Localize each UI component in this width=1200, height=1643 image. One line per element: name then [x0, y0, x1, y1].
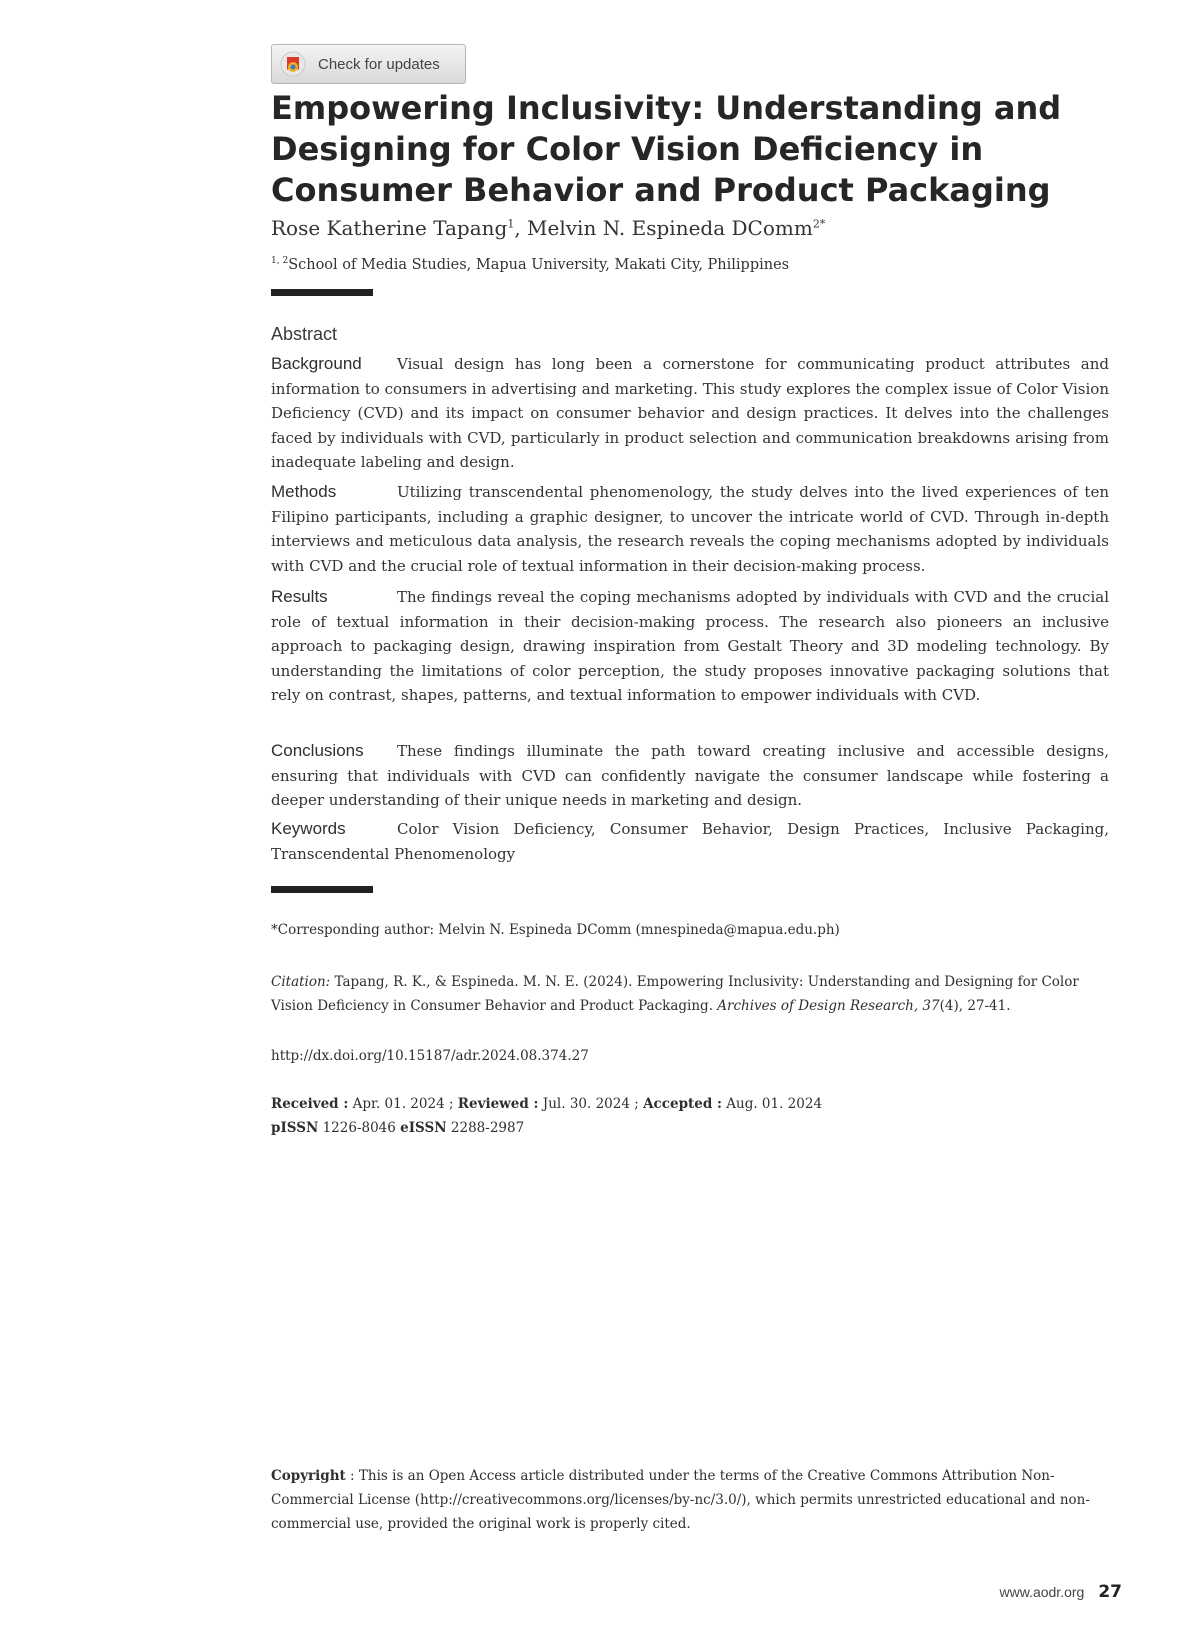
citation-journal: Archives of Design Research,	[717, 998, 919, 1014]
author-affil-sup: 1	[507, 217, 515, 231]
abstract-label: Results	[271, 587, 328, 606]
abstract-methods	[271, 480, 1109, 578]
paper-title: Empowering Inclusivity: Understanding and Designing for Color Vision Deficiency in Consumer Behavior and Product Packaging	[271, 89, 1062, 209]
copyright-label: Copyright	[271, 1468, 346, 1484]
pissn-label: pISSN	[271, 1120, 319, 1136]
citation-volume: 37	[918, 998, 940, 1014]
abstract-label: Conclusions	[271, 741, 364, 760]
author-name: Rose Katherine Tapang	[271, 216, 508, 240]
abstract-text: Color Vision Deficiency, Consumer Behavior, Design Practices, Inclusive Packaging, Transcendental Phenomenology	[271, 820, 1109, 863]
abstract-text: Visual design has long been a cornerstone for communicating product attributes and information to consumers in advertising and marketing. This study explores the complex issue of Color Vision Deficiency (CVD) and its impact on consumer behavior and design practices. It delves into the challenges faced by individuals with CVD, particularly in product selection and communication breakdowns arising from inadequate labeling and design.	[271, 355, 1109, 471]
abstract-background	[271, 352, 1109, 475]
received-date: Apr. 01. 2024 ;	[348, 1096, 458, 1112]
accepted-date: Aug. 01. 2024	[721, 1096, 823, 1112]
reviewed-date: Jul. 30. 2024 ;	[538, 1096, 644, 1112]
author-list	[271, 216, 1131, 240]
affiliation-text: School of Media Studies, Mapua University, Makati City, Philippines	[288, 256, 790, 273]
citation-text: Tapang, R. K., & Espineda. M. N. E. (2024). Empowering Inclusivity: Understanding and Designing for Color Vision Deficiency in Consumer Behavior and Product Packaging.	[271, 974, 1079, 1014]
pissn-value: 1226-8046	[318, 1120, 401, 1136]
author-affil-sup: 2*	[812, 217, 826, 231]
affiliation	[271, 256, 1131, 273]
page-footer	[1000, 1582, 1123, 1602]
author-name: Melvin N. Espineda DComm	[527, 216, 813, 240]
abstract-conclusions	[271, 739, 1109, 813]
corresponding-author: *Corresponding author: Melvin N. Espineda DComm (mnespineda@mapua.edu.ph)	[271, 922, 840, 938]
abstract-results	[271, 585, 1109, 708]
section-divider	[271, 289, 373, 296]
reviewed-label: Reviewed :	[457, 1096, 539, 1112]
abstract-heading: Abstract	[271, 324, 338, 344]
abstract-text: The findings reveal the coping mechanisms adopted by individuals with CVD and the crucial role of textual information in their decision-making process. The research also pioneers an inclusive approach to packaging design, drawing inspiration from Gestalt Theory and 3D modeling technology. By understanding the limitations of color perception, the study proposes innovative packaging solutions that rely on contrast, shapes, patterns, and textual information to empower individuals with CVD.	[271, 588, 1109, 704]
author-separator: ,	[514, 216, 528, 240]
copyright-text: : This is an Open Access article distributed under the terms of the Creative Commons Attribution Non-Commercial License (http://creativecommons.org/licenses/by-nc/3.0/), which permits unrestricted educational and non-commercial use, provided the original work is properly cited.	[271, 1468, 1090, 1532]
eissn-label: eISSN	[400, 1120, 447, 1136]
abstract-label: Background	[271, 354, 362, 373]
check-for-updates-button[interactable]	[271, 44, 466, 84]
abstract-label: Methods	[271, 482, 337, 501]
abstract-text: Utilizing transcendental phenomenology, the study delves into the lived experiences of ten Filipino participants, including a graphic designer, to uncover the intricate world of CVD. Through in-depth interviews and meticulous data analysis, the research reveals the coping mechanisms adopted by individuals with CVD and the crucial role of textual information in their decision-making process.	[271, 483, 1109, 575]
accepted-label: Accepted :	[643, 1096, 722, 1112]
page-number: 27	[1098, 1582, 1122, 1602]
doi-link[interactable]: http://dx.doi.org/10.15187/adr.2024.08.374.27	[271, 1048, 589, 1064]
citation-issue: (4), 27-41.	[939, 998, 1011, 1014]
copyright-notice	[271, 1464, 1111, 1536]
issn-line	[271, 1116, 1111, 1140]
abstract-label: Keywords	[271, 819, 346, 838]
check-for-updates-label: Check for updates	[318, 55, 440, 73]
citation	[271, 970, 1111, 1018]
eissn-value: 2288-2987	[446, 1120, 525, 1136]
abstract-keywords	[271, 817, 1109, 866]
section-divider	[271, 886, 373, 893]
received-label: Received :	[271, 1096, 349, 1112]
abstract-text: These findings illuminate the path toward creating inclusive and accessible designs, ensuring that individuals with CVD can confidently navigate the consumer landscape while fostering a deeper understanding of their unique needs in marketing and design.	[271, 742, 1109, 809]
affiliation-sup: 1, 2	[271, 256, 289, 266]
journal-url[interactable]: www.aodr.org	[999, 1584, 1085, 1600]
crossmark-icon	[280, 51, 306, 77]
article-dates	[271, 1092, 1111, 1116]
citation-label: Citation:	[271, 974, 331, 990]
